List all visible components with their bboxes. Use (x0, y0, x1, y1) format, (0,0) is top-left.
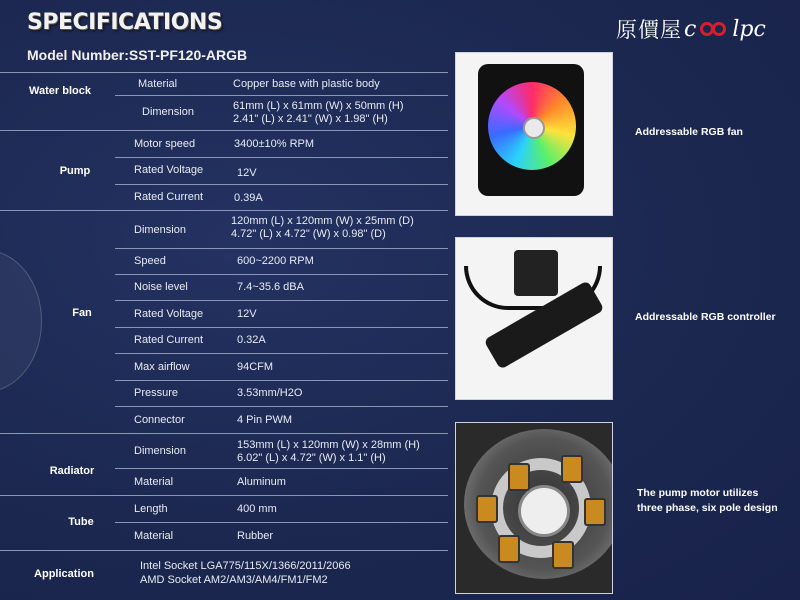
motor-coil (561, 455, 583, 483)
spec-value: AMD Socket AM2/AM3/AM4/FM1/FM2 (140, 574, 328, 586)
brand-lpc: lpc (732, 16, 766, 42)
spec-value: 2.41" (L) x 2.41" (W) x 1.98" (H) (233, 113, 388, 125)
spec-label: Pressure (134, 387, 179, 399)
page-title: SPECIFICATIONS (27, 10, 223, 35)
fan-frame (478, 64, 584, 196)
category-pump: Pump (59, 165, 91, 177)
fan-photo (455, 52, 613, 216)
motor-coil (508, 463, 530, 491)
spec-label: Rated Voltage (134, 308, 204, 320)
spec-value: 0.39A (234, 192, 263, 204)
row-divider (115, 406, 448, 407)
spec-label: Rated Voltage (134, 164, 204, 176)
spec-label: Dimension (134, 224, 186, 236)
motor-caption-line: The pump motor utilizes (637, 487, 759, 499)
row-divider (115, 468, 448, 469)
spec-value: Copper base with plastic body (233, 78, 380, 90)
spec-value: 0.32A (237, 334, 266, 346)
motor-coil (584, 498, 606, 526)
spec-label: Length (134, 503, 168, 515)
motor-photo (455, 422, 613, 594)
row-divider (115, 380, 448, 381)
brand-logo (616, 14, 766, 44)
spec-label: Connector (134, 414, 185, 426)
category-fan: Fan (72, 307, 92, 319)
brand-cjk: 原價屋 (616, 18, 682, 42)
brand-infinity-icon (699, 20, 729, 38)
spec-value: 6.02" (L) x 4.72" (W) x 1.1" (H) (237, 452, 386, 464)
spec-label: Noise level (134, 281, 188, 293)
row-divider (115, 184, 448, 185)
row-divider (115, 248, 448, 249)
spec-value: 12V (237, 167, 257, 179)
spec-value: 3.53mm/H2O (237, 387, 303, 399)
controller-photo (455, 237, 613, 400)
spec-label: Material (134, 476, 174, 488)
spec-value: 120mm (L) x 120mm (W) x 25mm (D) (231, 215, 414, 227)
spec-label: Dimension (134, 445, 186, 457)
spec-value: 4.72" (L) x 4.72" (W) x 0.98" (D) (231, 228, 386, 240)
motor-coil (552, 541, 574, 569)
fan-caption: Addressable RGB fan (635, 126, 743, 138)
spec-label: Dimension (142, 106, 194, 118)
row-divider (115, 300, 448, 301)
controller-caption: Addressable RGB controller (635, 311, 776, 323)
spec-value: 94CFM (237, 361, 274, 373)
spec-label: Speed (134, 255, 166, 267)
category-water-block: Water block (29, 85, 91, 97)
fan-rgb-ring (488, 82, 576, 170)
motor-coil (498, 535, 520, 563)
row-divider (115, 95, 448, 96)
motor-coil (476, 495, 498, 523)
spec-value: 600~2200 RPM (237, 255, 314, 267)
motor-rotor (518, 485, 570, 537)
spec-label: Material (134, 530, 174, 542)
category-divider (0, 433, 448, 434)
spec-value: 400 mm (237, 503, 277, 515)
motor-caption-line: three phase, six pole design (637, 502, 778, 514)
row-divider (115, 353, 448, 354)
spec-value: 3400±10% RPM (234, 138, 315, 150)
row-divider (115, 157, 448, 158)
spec-value: 7.4~35.6 dBA (237, 281, 304, 293)
spec-value: 61mm (L) x 61mm (W) x 50mm (H) (233, 100, 404, 112)
decorative-circle (0, 250, 42, 392)
motor-caption (637, 486, 778, 516)
spec-value: 4 Pin PWM (237, 414, 293, 426)
category-radiator: Radiator (49, 465, 95, 477)
category-divider (0, 495, 448, 496)
row-divider (115, 274, 448, 275)
model-number: Model Number:SST-PF120-ARGB (27, 47, 248, 63)
category-tube: Tube (68, 516, 94, 528)
spec-value: 153mm (L) x 120mm (W) x 28mm (H) (237, 439, 420, 451)
category-divider (0, 130, 448, 131)
category-divider (0, 210, 448, 211)
category-divider (0, 550, 448, 551)
spec-value: 12V (237, 308, 257, 320)
fan-hub (523, 117, 545, 139)
spec-label: Material (138, 78, 178, 90)
spec-value: Intel Socket LGA775/115X/1366/2011/2066 (140, 560, 351, 572)
spec-label: Motor speed (134, 138, 196, 150)
spec-label: Max airflow (134, 361, 190, 373)
category-application: Application (34, 568, 94, 580)
row-divider (115, 522, 448, 523)
brand-c: c (684, 16, 697, 42)
row-divider (115, 327, 448, 328)
spec-label: Rated Current (134, 334, 204, 346)
spec-value: Rubber (237, 530, 274, 542)
table-top-line (0, 72, 448, 73)
controller-connector (514, 250, 558, 296)
spec-label: Rated Current (134, 191, 204, 203)
spec-value: Aluminum (237, 476, 286, 488)
